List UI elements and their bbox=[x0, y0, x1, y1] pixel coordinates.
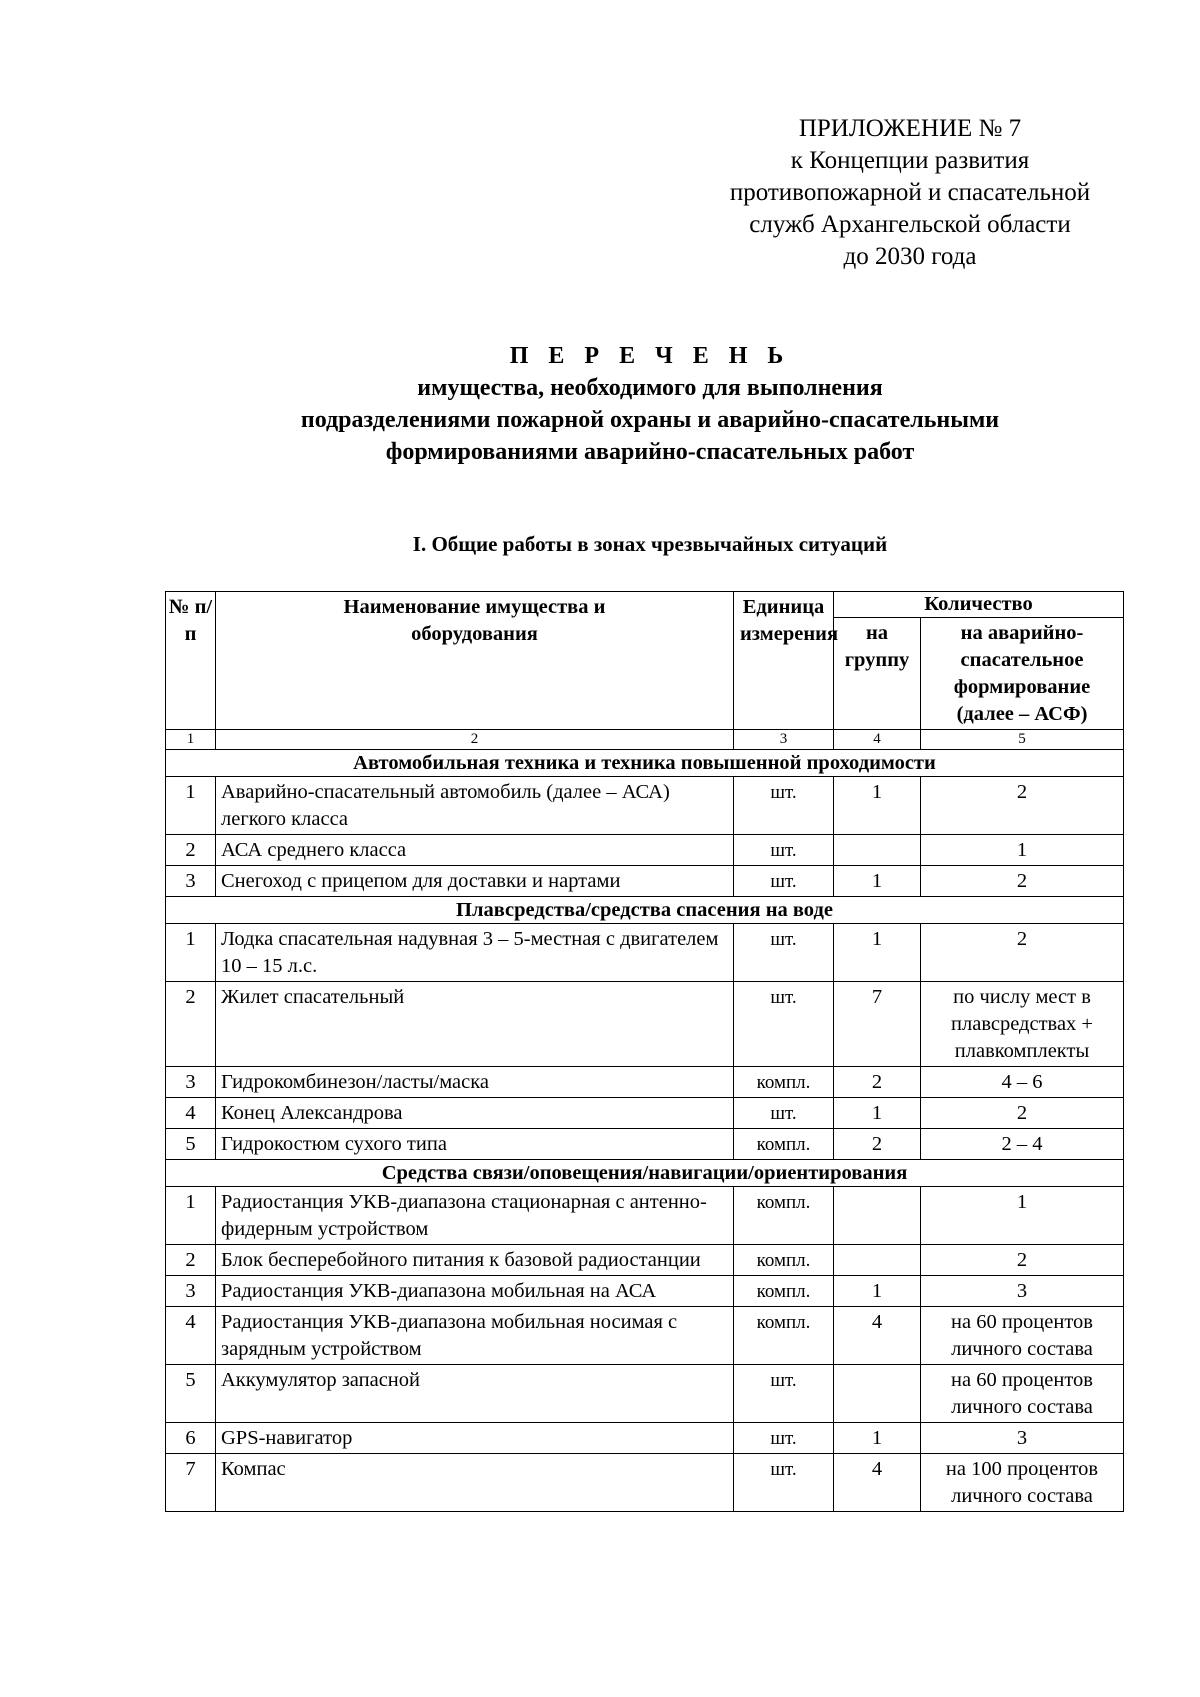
table-row bbox=[166, 1245, 1124, 1276]
cell-num: 4 bbox=[166, 1098, 216, 1129]
cell-per-group: 1 bbox=[834, 924, 921, 982]
cell-num: 2 bbox=[166, 982, 216, 1067]
cell-per-asf: на 60 процентов личного состава bbox=[921, 1365, 1124, 1423]
table-row bbox=[166, 982, 1124, 1067]
cell-num: 7 bbox=[166, 1454, 216, 1512]
table-row bbox=[166, 1067, 1124, 1098]
appendix-heading bbox=[690, 113, 1130, 273]
cell-num: 2 bbox=[166, 1245, 216, 1276]
cell-per-asf: 2 bbox=[921, 866, 1124, 897]
appendix-line: до 2030 года bbox=[843, 243, 977, 270]
cell-per-group bbox=[834, 835, 921, 866]
table-row bbox=[166, 1307, 1124, 1365]
cell-per-group bbox=[834, 1187, 921, 1245]
cell-name: Жилет спасательный bbox=[216, 982, 734, 1067]
cell-unit: компл. bbox=[734, 1129, 834, 1160]
cell-name: АСА среднего класса bbox=[216, 835, 734, 866]
cell-unit: шт. bbox=[734, 1098, 834, 1129]
cell-per-group: 1 bbox=[834, 1276, 921, 1307]
cell-unit: компл. bbox=[734, 1245, 834, 1276]
cell-per-group: 1 bbox=[834, 866, 921, 897]
cell-per-asf: 2 – 4 bbox=[921, 1129, 1124, 1160]
cell-unit: компл. bbox=[734, 1276, 834, 1307]
group-title: Плавсредства/средства спасения на воде bbox=[166, 897, 1124, 924]
cell-num: 6 bbox=[166, 1423, 216, 1454]
cell-unit: компл. bbox=[734, 1067, 834, 1098]
section-title: I. Общие работы в зонах чрезвычайных ситуаций bbox=[412, 532, 888, 556]
cell-per-group: 1 bbox=[834, 1423, 921, 1454]
cell-per-asf: по числу мест в плавсредствах + плавкомплекты bbox=[921, 982, 1124, 1067]
group-title: Средства связи/оповещения/навигации/ориентирования bbox=[166, 1160, 1124, 1187]
column-index: 5 bbox=[921, 730, 1124, 750]
cell-per-asf: на 60 процентов личного состава bbox=[921, 1307, 1124, 1365]
column-index: 2 bbox=[216, 730, 734, 750]
cell-per-asf: на 100 процентов личного состава bbox=[921, 1454, 1124, 1512]
cell-per-group bbox=[834, 1365, 921, 1423]
cell-name: Гидрокостюм сухого типа bbox=[216, 1129, 734, 1160]
cell-unit: компл. bbox=[734, 1307, 834, 1365]
table-row bbox=[166, 866, 1124, 897]
cell-per-asf: 1 bbox=[921, 835, 1124, 866]
table-row bbox=[166, 924, 1124, 982]
cell-unit: компл. bbox=[734, 1187, 834, 1245]
cell-name: Лодка спасательная надувная 3 – 5-местная с двигателем 10 – 15 л.с. bbox=[216, 924, 734, 982]
cell-num: 3 bbox=[166, 1067, 216, 1098]
cell-per-asf: 2 bbox=[921, 1245, 1124, 1276]
title-line: имущества, необходимого для выполнения bbox=[417, 375, 883, 401]
cell-per-asf: 1 bbox=[921, 1187, 1124, 1245]
cell-per-group: 1 bbox=[834, 777, 921, 835]
column-index: 4 bbox=[834, 730, 921, 750]
column-index-row bbox=[166, 730, 1124, 750]
table-row bbox=[166, 1423, 1124, 1454]
appendix-line: противопожарной и спасательной bbox=[729, 179, 1091, 206]
title-heading: П Е Р Е Ч Е Н Ь bbox=[509, 343, 791, 369]
cell-per-asf: 2 bbox=[921, 924, 1124, 982]
cell-name: Радиостанция УКВ-диапазона мобильная на АСА bbox=[216, 1276, 734, 1307]
cell-per-asf: 2 bbox=[921, 1098, 1124, 1129]
cell-unit: шт. bbox=[734, 1454, 834, 1512]
cell-unit: шт. bbox=[734, 835, 834, 866]
cell-name: Конец Александрова bbox=[216, 1098, 734, 1129]
table-row bbox=[166, 1454, 1124, 1512]
equipment-table bbox=[165, 591, 1124, 1512]
appendix-line: к Концепции развития bbox=[790, 147, 1030, 174]
group-header-row bbox=[166, 1160, 1124, 1187]
column-index: 1 bbox=[166, 730, 216, 750]
group-header-row bbox=[166, 897, 1124, 924]
group-header-row bbox=[166, 750, 1124, 777]
cell-num: 1 bbox=[166, 777, 216, 835]
cell-per-group: 2 bbox=[834, 1067, 921, 1098]
cell-per-asf: 3 bbox=[921, 1276, 1124, 1307]
cell-per-asf: 2 bbox=[921, 777, 1124, 835]
cell-name: Гидрокомбинезон/ласты/маска bbox=[216, 1067, 734, 1098]
table-row bbox=[166, 835, 1124, 866]
cell-name: Аварийно-спасательный автомобиль (далее – АСА) легкого класса bbox=[216, 777, 734, 835]
title-line: формированиями аварийно-спасательных работ bbox=[385, 439, 915, 465]
cell-unit: шт. bbox=[734, 924, 834, 982]
cell-unit: шт. bbox=[734, 1365, 834, 1423]
appendix-line: ПРИЛОЖЕНИЕ № 7 bbox=[798, 115, 1022, 142]
table-row bbox=[166, 1129, 1124, 1160]
cell-unit: шт. bbox=[734, 866, 834, 897]
cell-num: 5 bbox=[166, 1129, 216, 1160]
cell-per-group: 4 bbox=[834, 1307, 921, 1365]
cell-per-group: 2 bbox=[834, 1129, 921, 1160]
cell-per-group: 1 bbox=[834, 1098, 921, 1129]
cell-per-group: 4 bbox=[834, 1454, 921, 1512]
cell-name: GPS-навигатор bbox=[216, 1423, 734, 1454]
header-name: Наименование имущества и оборудования bbox=[216, 592, 734, 730]
cell-num: 1 bbox=[166, 924, 216, 982]
cell-num: 1 bbox=[166, 1187, 216, 1245]
cell-num: 5 bbox=[166, 1365, 216, 1423]
table-row bbox=[166, 1276, 1124, 1307]
cell-name: Аккумулятор запасной bbox=[216, 1365, 734, 1423]
table-row bbox=[166, 1187, 1124, 1245]
header-num: № п/п bbox=[166, 592, 216, 730]
cell-name: Радиостанция УКВ-диапазона мобильная носимая с зарядным устройством bbox=[216, 1307, 734, 1365]
cell-per-asf: 4 – 6 bbox=[921, 1067, 1124, 1098]
column-index: 3 bbox=[734, 730, 834, 750]
cell-per-group bbox=[834, 1245, 921, 1276]
cell-unit: шт. bbox=[734, 982, 834, 1067]
cell-name: Радиостанция УКВ-диапазона стационарная с антенно-фидерным устройством bbox=[216, 1187, 734, 1245]
appendix-line: служб Архангельской области bbox=[749, 211, 1071, 238]
cell-num: 2 bbox=[166, 835, 216, 866]
table-body bbox=[166, 750, 1124, 1512]
cell-name: Компас bbox=[216, 1454, 734, 1512]
cell-per-asf: 3 bbox=[921, 1423, 1124, 1454]
header-qty: Количество bbox=[834, 592, 1124, 618]
cell-unit: шт. bbox=[734, 1423, 834, 1454]
header-unit: Единица измерения bbox=[734, 592, 834, 730]
header-per-asf: на аварийно-спасательное формирование (далее – АСФ) bbox=[921, 618, 1124, 730]
cell-num: 3 bbox=[166, 1276, 216, 1307]
header-per-group: на группу bbox=[834, 618, 921, 730]
table-row bbox=[166, 1365, 1124, 1423]
cell-name: Снегоход с прицепом для доставки и нартами bbox=[216, 866, 734, 897]
table-row bbox=[166, 1098, 1124, 1129]
cell-per-group: 7 bbox=[834, 982, 921, 1067]
cell-name: Блок бесперебойного питания к базовой радиостанции bbox=[216, 1245, 734, 1276]
table-row bbox=[166, 777, 1124, 835]
cell-unit: шт. bbox=[734, 777, 834, 835]
group-title: Автомобильная техника и техника повышенной проходимости bbox=[166, 750, 1124, 777]
document-title bbox=[150, 340, 1150, 468]
title-line: подразделениями пожарной охраны и аварийно-спасательными bbox=[300, 407, 1000, 433]
cell-num: 3 bbox=[166, 866, 216, 897]
cell-num: 4 bbox=[166, 1307, 216, 1365]
